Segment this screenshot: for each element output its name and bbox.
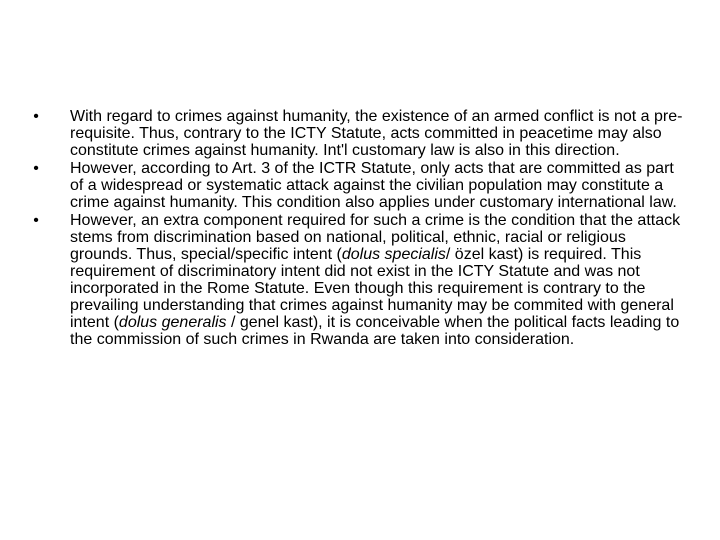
bullet-list <box>30 108 690 349</box>
bullet-dot-icon: • <box>33 108 39 125</box>
bullet-dot-icon: • <box>33 160 39 177</box>
bullet-text: With regard to crimes against humanity, the existence of an armed conflict is not a pre-requisite. Thus, contrary to the ICTY Statute, acts committed in peacetime may also constitute crimes against humanity. Int'l customary law is also in this direction. <box>70 108 683 159</box>
bullet-text: However, according to Art. 3 of the ICTR Statute, only acts that are committed as part of a widespread or systematic attack against the civilian population may constitute a crime against humanity. This condition also applies under customary international law. <box>70 160 677 211</box>
bullet-item <box>30 108 690 159</box>
bullet-text: However, an extra component required for such a crime is the condition that the attack stems from discrimination based on national, political, ethnic, racial or religious grounds. Thus, special/specific intent (dolus specialis/ özel kast) is required. This requirement of discriminatory intent did not exist in the ICTY Statute and was not incorporated in the Rome Statute. Even though this requirement is contrary to the prevailing understanding that crimes against humanity may be commited with general intent (dolus generalis / genel kast), it is conceivable when the political facts leading to the commission of such crimes in Rwanda are taken into consideration. <box>70 212 681 348</box>
bullet-item <box>30 212 690 348</box>
bullet-dot-icon: • <box>33 212 39 229</box>
latin-term: dolus specialis <box>341 246 446 263</box>
bullet-item <box>30 160 690 211</box>
latin-term: dolus generalis <box>118 314 227 331</box>
